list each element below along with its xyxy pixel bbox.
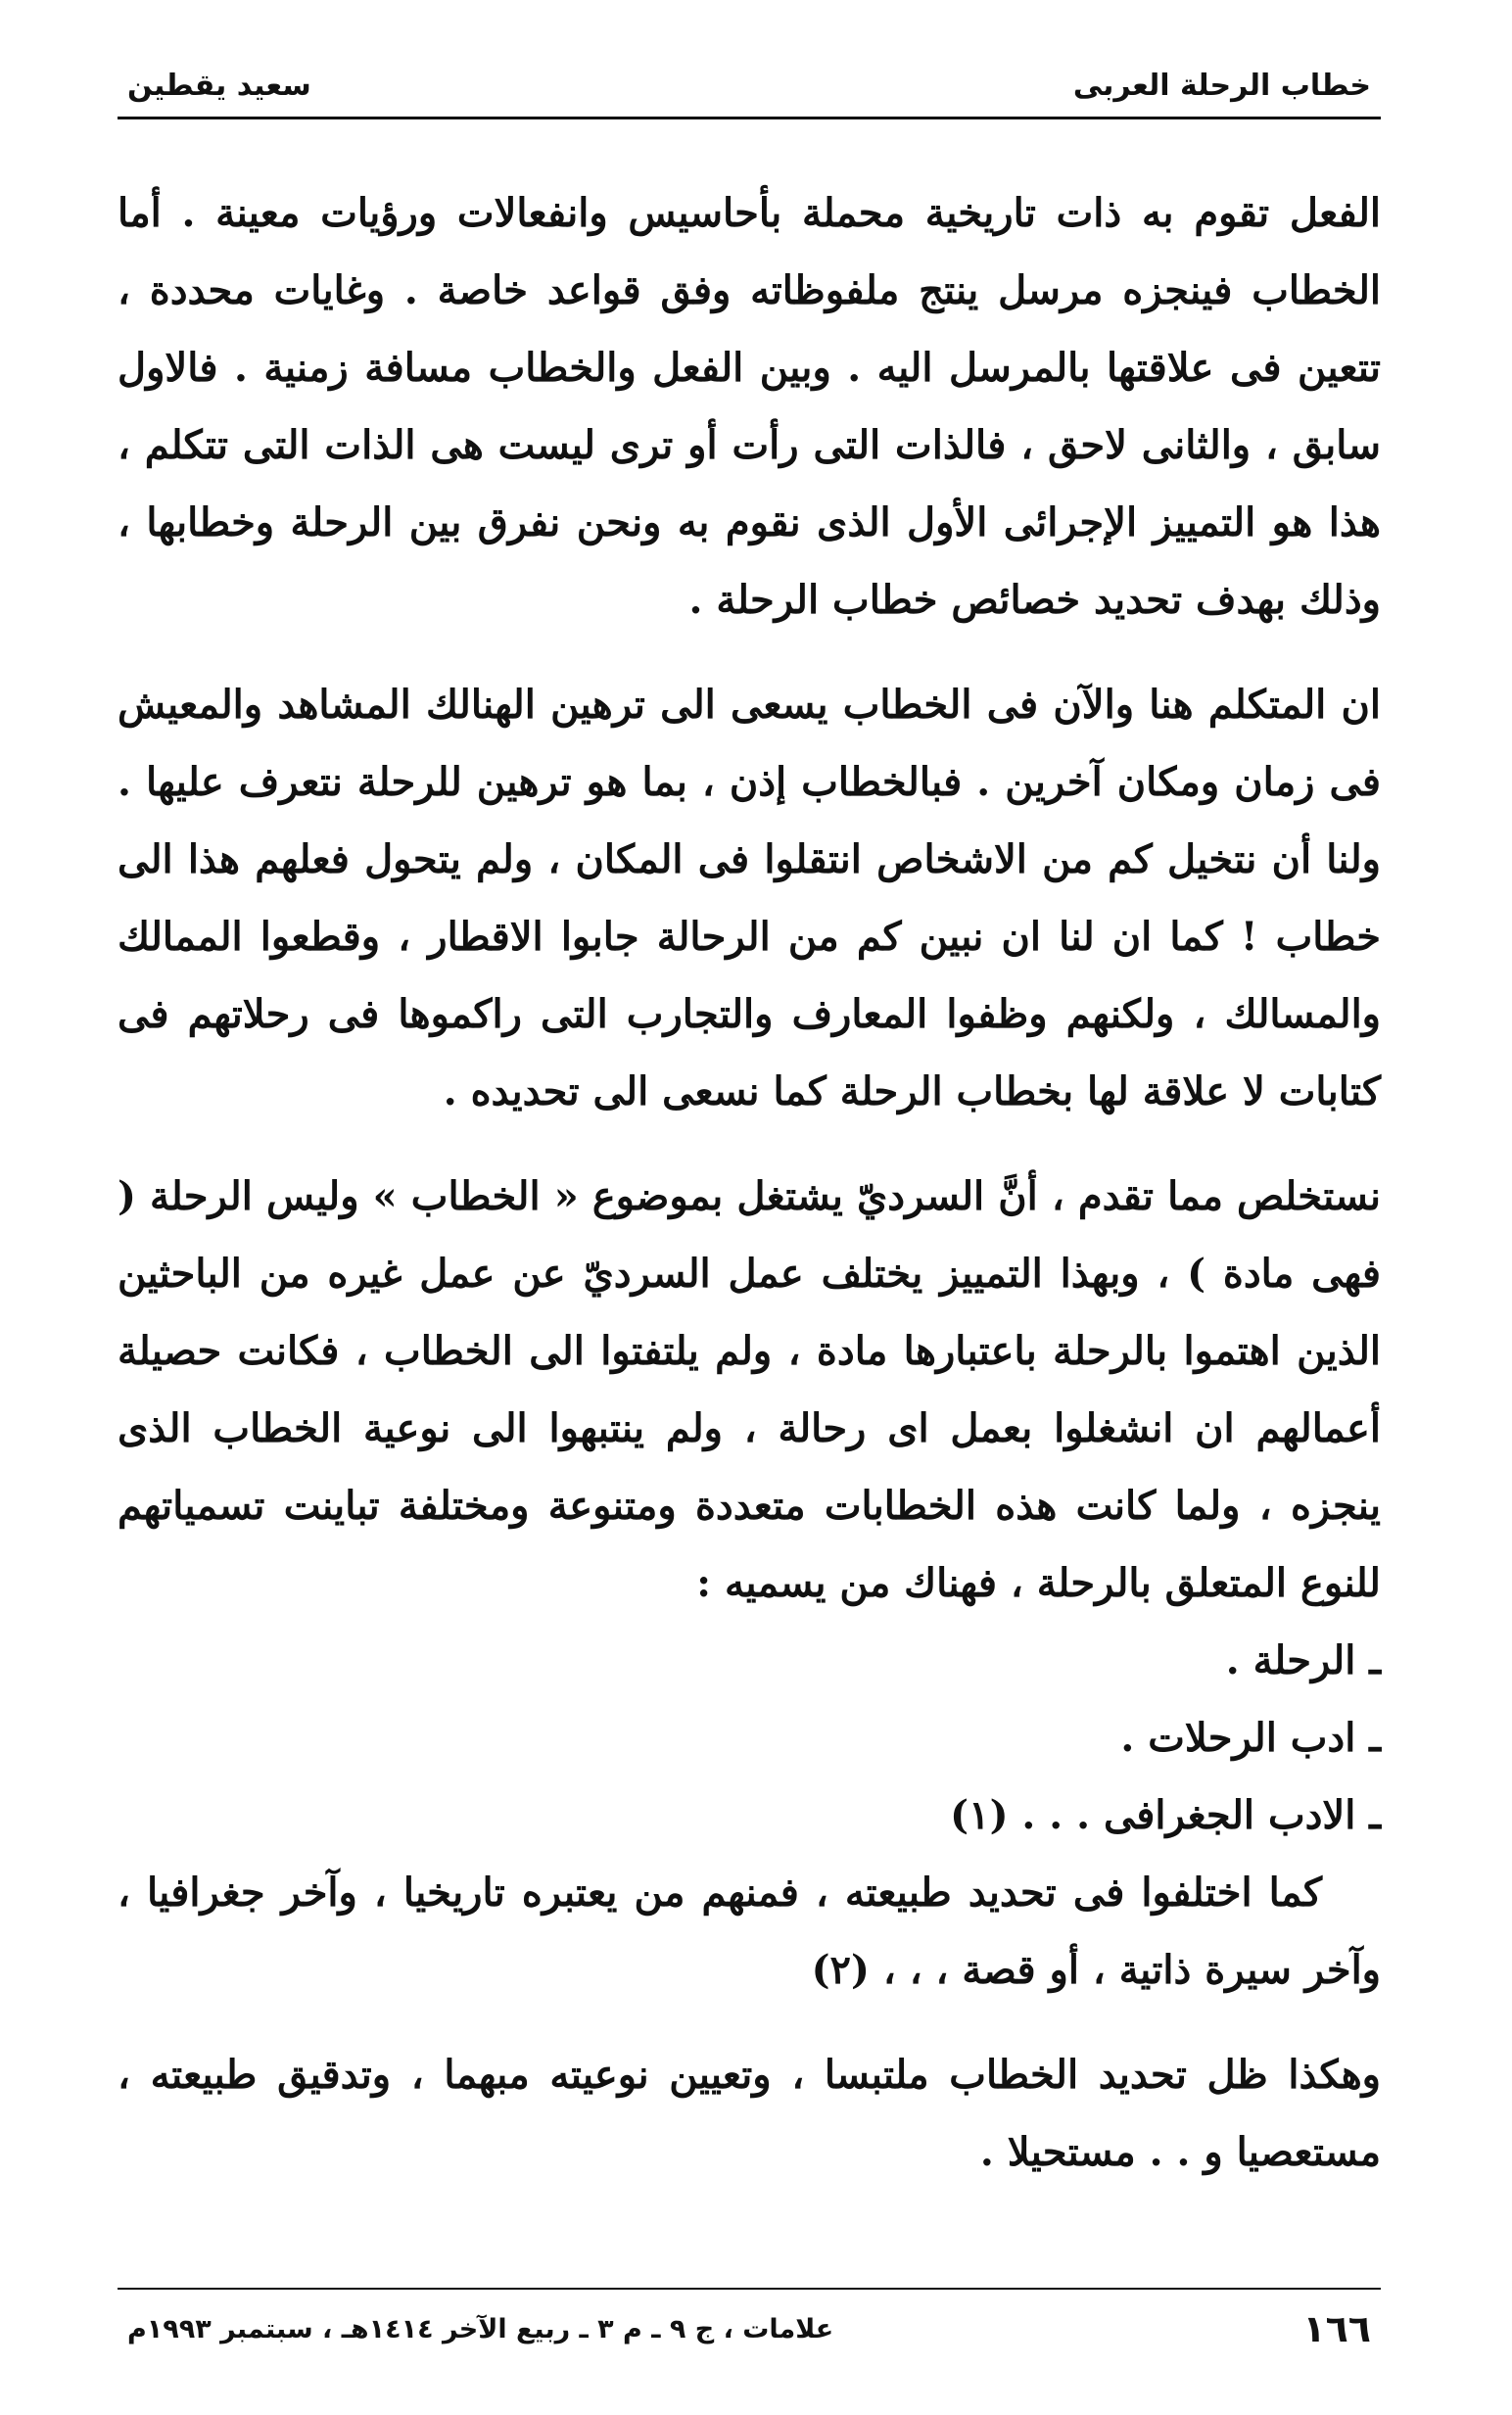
paragraph-1: الفعل تقوم به ذات تاريخية محملة بأحاسيس وانفعالات ورؤيات معينة . أما الخطاب فينجزه مرسل ينتج ملفوظاته وفق قواعد خاصة . وغايات محددة ، تتعين فى علاقتها بالمرسل اليه . وبين الفعل والخطاب مسافة زمنية . فالاول سابق ، والثانى لاحق ، فالذات التى رأت أو ترى ليست هى الذات التى تتكلم ، هذا هو التمييز الإجرائى الأول الذى نقوم به ونحن نفرق بين الرحلة وخطابها ، وذلك بهدف تحديد خصائص خطاب الرحلة . bbox=[118, 190, 1382, 623]
naming-list bbox=[118, 1622, 1381, 1854]
running-header-title: خطاب الرحلة العربى bbox=[1072, 69, 1371, 103]
paragraph-4: كما اختلفوا فى تحديد طبيعته ، فمنهم من يعتبره تاريخيا ، وآخر جغرافيا ، وآخر سيرة ذاتية ، أو قصة ، ، ، (٢) bbox=[118, 1870, 1381, 1993]
document-page bbox=[118, 69, 1381, 2350]
running-header-author: سعيد يقطين bbox=[127, 69, 311, 103]
list-item: ـ ادب الرحلات . bbox=[1120, 1715, 1381, 1761]
paragraph-5: وهكذا ظل تحديد الخطاب ملتبسا ، وتعيين نوعيته مبهما ، وتدقيق طبيعته ، مستعصيا و . . مستحيلا . bbox=[118, 2052, 1381, 2175]
list-item: ـ الادب الجغرافى . . . (١) bbox=[950, 1792, 1381, 1838]
page-number: ١٦٦ bbox=[1302, 2307, 1371, 2350]
journal-info: علامات ، ج ٩ ـ م ٣ ـ ربيع الآخر ١٤١٤هـ ، سبتمبر ١٩٩٣م bbox=[127, 2313, 834, 2344]
paragraph-3: نستخلص مما تقدم ، أنَّ السرديّ يشتغل بموضوع « الخطاب » وليس الرحلة ( فهى مادة ) ، وبهذا التمييز يختلف عمل السرديّ عن عمل غيره من الباحثين الذين اهتموا بالرحلة باعتبارها مادة ، ولم يلتفتوا الى الخطاب ، فكانت حصيلة أعمالهم ان انشغلوا بعمل اى رحالة ، ولم ينتبهوا الى نوعية الخطاب الذى ينجزه ، ولما كانت هذه الخطابات متعددة ومتنوعة ومختلفة تباينت تسمياتهم للنوع المتعلق بالرحلة ، فهناك من يسميه : bbox=[118, 1173, 1381, 1606]
list-item: ـ الرحلة . bbox=[1225, 1637, 1381, 1683]
paragraph-2: ان المتكلم هنا والآن فى الخطاب يسعى الى ترهين الهنالك المشاهد والمعيش فى زمان ومكان آخرين . فبالخطاب إذن ، بما هو ترهين للرحلة نتعرف عليها . ولنا أن نتخيل كم من الاشخاص انتقلوا فى المكان ، ولم يتحول فعلهم هذا الى خطاب ! كما ان لنا ان نبين كم من الرحالة جابوا الاقطار ، وقطعوا الممالك والمسالك ، ولكنهم وظفوا المعارف والتجارب التى راكموها فى رحلاتهم فى كتابات لا علاقة لها بخطاب الرحلة كما نسعى الى تحديده . bbox=[118, 682, 1381, 1114]
running-header bbox=[118, 69, 1381, 119]
page-footer bbox=[118, 2288, 1381, 2350]
body-text bbox=[118, 174, 1381, 2191]
